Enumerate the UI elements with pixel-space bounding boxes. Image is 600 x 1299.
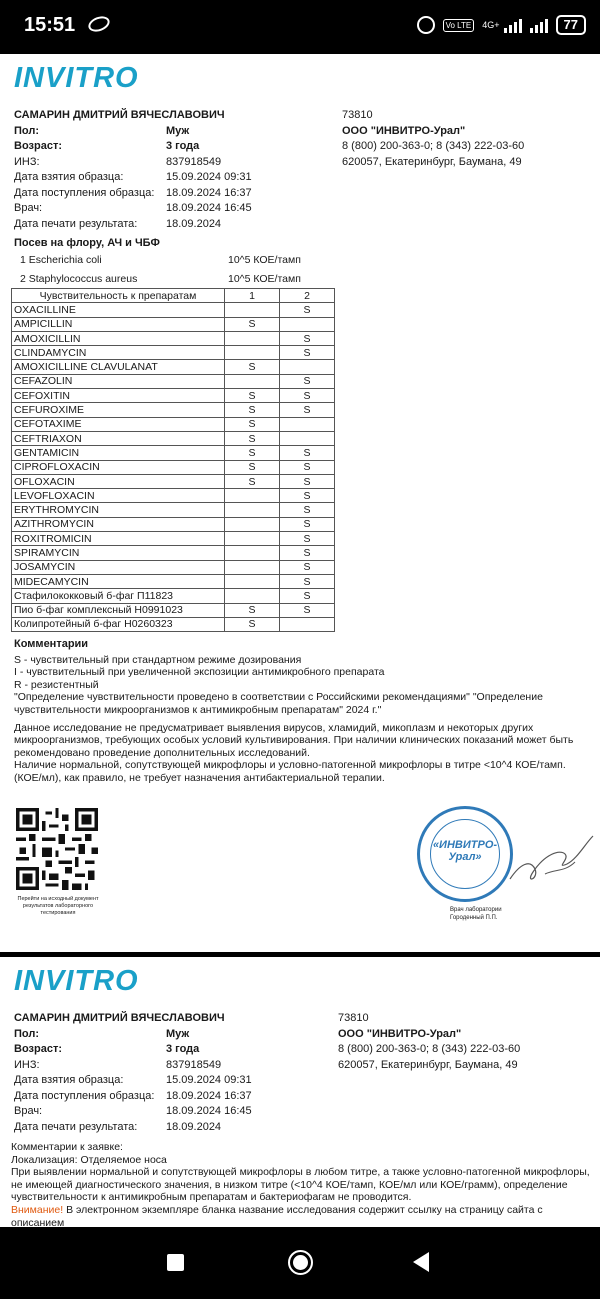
organism-row bbox=[20, 250, 340, 269]
patient-field-value: 15.09.2024 09:31 bbox=[166, 1074, 252, 1086]
drug-name-cell: AMOXICILLIN bbox=[12, 331, 225, 345]
sensitivity-cell-1 bbox=[225, 346, 280, 360]
drug-name-cell: Стафилококковый б-фаг П11823 bbox=[12, 589, 225, 603]
header-organism-2: 2 bbox=[280, 289, 335, 303]
patient-field-label: Дата взятия образца: bbox=[14, 1074, 124, 1086]
drug-name-cell: CEFUROXIME bbox=[12, 403, 225, 417]
patient-field-value: Муж bbox=[166, 1027, 190, 1040]
sensitivity-cell-1: S bbox=[225, 603, 280, 617]
drug-name-cell: CEFOTAXIME bbox=[12, 417, 225, 431]
sensitivity-cell-2: S bbox=[280, 589, 335, 603]
qr-caption: Перейти на исходный документ результатов лабораторного тестирования bbox=[17, 896, 99, 916]
doctor-name: Городенный П.П. bbox=[450, 915, 498, 921]
lab-code: 73810 bbox=[338, 1012, 369, 1024]
drug-name-cell: AMPICILLIN bbox=[12, 317, 225, 331]
drug-name-cell: CIPROFLOXACIN bbox=[12, 460, 225, 474]
patient-field-label: Пол: bbox=[14, 1027, 40, 1040]
patient-field-value: 837918549 bbox=[166, 1058, 222, 1071]
patient-name: САМАРИН ДМИТРИЙ ВЯЧЕСЛАВОВИЧ bbox=[14, 1012, 225, 1024]
table-row bbox=[12, 417, 335, 431]
sensitivity-cell-2: S bbox=[280, 374, 335, 388]
drug-name-cell: LEVOFLOXACIN bbox=[12, 489, 225, 503]
table-row bbox=[12, 346, 335, 360]
result-page-2[interactable] bbox=[0, 957, 600, 1227]
sensitivity-cell-1: S bbox=[225, 460, 280, 474]
patient-field-row bbox=[14, 1027, 252, 1043]
lab-address: 620057, Екатеринбург, Баумана, 49 bbox=[342, 155, 522, 168]
drug-name-cell: Пио б-фаг комплексный Н0991023 bbox=[12, 603, 225, 617]
navigation-bar bbox=[0, 1227, 600, 1299]
legend-s: S - чувствительный при стандартном режиме дозирования bbox=[14, 653, 302, 666]
patient-field-row bbox=[14, 1104, 252, 1120]
drug-name-cell: CEFOXITIN bbox=[12, 389, 225, 403]
drug-name-cell: AZITHROMYCIN bbox=[12, 517, 225, 531]
sensitivity-cell-1: S bbox=[225, 417, 280, 431]
sensitivity-cell-2: S bbox=[280, 489, 335, 503]
sensitivity-cell-1: S bbox=[225, 360, 280, 374]
patient-field-label: Дата взятия образца: bbox=[14, 171, 124, 183]
patient-field-row bbox=[14, 1089, 252, 1105]
result-page-1[interactable] bbox=[0, 54, 600, 952]
patient-field-row bbox=[14, 1073, 252, 1089]
patient-field-value: 18.09.2024 bbox=[166, 1120, 222, 1133]
sensitivity-cell-2: S bbox=[280, 574, 335, 588]
table-row bbox=[12, 489, 335, 503]
sensitivity-cell-2 bbox=[280, 431, 335, 445]
patient-field-label: Дата печати результата: bbox=[14, 217, 138, 230]
table-row bbox=[12, 503, 335, 517]
table-row bbox=[12, 560, 335, 574]
patient-info bbox=[14, 1011, 252, 1135]
sensitivity-cell-1 bbox=[225, 532, 280, 546]
comments-block bbox=[14, 638, 590, 785]
patient-field-value: 3 года bbox=[166, 140, 200, 152]
table-row bbox=[12, 589, 335, 603]
order-comments bbox=[11, 1141, 596, 1227]
patient-field-row bbox=[14, 139, 252, 155]
header-drug: Чувствительность к препаратам bbox=[12, 289, 225, 303]
patient-field-label: Дата поступления образца: bbox=[14, 1089, 155, 1102]
patient-field-label: Пол: bbox=[14, 124, 40, 137]
sensitivity-cell-2: S bbox=[280, 603, 335, 617]
sensitivity-cell-2: S bbox=[280, 474, 335, 488]
sensitivity-cell-2 bbox=[280, 360, 335, 374]
patient-field-label: Возраст: bbox=[14, 1043, 62, 1055]
sensitivity-cell-1: S bbox=[225, 446, 280, 460]
patient-field-value: Муж bbox=[166, 124, 190, 137]
patient-field-row bbox=[14, 217, 252, 233]
doctor-signature bbox=[505, 824, 595, 894]
sensitivity-cell-1 bbox=[225, 560, 280, 574]
drug-name-cell: AMOXICILLINE CLAVULANAT bbox=[12, 360, 225, 374]
drug-name-cell: ROXITROMICIN bbox=[12, 532, 225, 546]
patient-field-label: Врач: bbox=[14, 1105, 43, 1117]
drug-name-cell: SPIRAMYCIN bbox=[12, 546, 225, 560]
lab-name: ООО "ИНВИТРО-Урал" bbox=[342, 124, 466, 137]
lab-phones: 8 (800) 200-363-0; 8 (343) 222-03-60 bbox=[338, 1043, 521, 1055]
guideline-note: "Определение чувствительности проведено в соответствии с Российскими рекомендациями" "Определение чувствительности микроорганизмов к антимикробным препаратам" 2024 г." bbox=[14, 691, 543, 716]
patient-field-value: 15.09.2024 09:31 bbox=[166, 171, 252, 183]
patient-field-label: Возраст: bbox=[14, 140, 62, 152]
sensitivity-cell-2: S bbox=[280, 517, 335, 531]
patient-field-row bbox=[14, 170, 252, 186]
sensitivity-cell-1 bbox=[225, 374, 280, 388]
patient-field-label: Врач: bbox=[14, 202, 43, 214]
patient-field-value: 18.09.2024 16:45 bbox=[166, 202, 252, 214]
patient-field-value: 3 года bbox=[166, 1043, 200, 1055]
legend-r: R - резистентный bbox=[14, 678, 99, 691]
patient-field-label: ИНЗ: bbox=[14, 155, 40, 168]
lab-address: 620057, Екатеринбург, Баумана, 49 bbox=[338, 1058, 518, 1071]
patient-name: САМАРИН ДМИТРИЙ ВЯЧЕСЛАВОВИЧ bbox=[14, 109, 225, 121]
sensitivity-cell-1: S bbox=[225, 389, 280, 403]
organism-titer: 10^5 КОЕ/тамп bbox=[228, 253, 301, 266]
sensitivity-cell-2: S bbox=[280, 460, 335, 474]
patient-field-value: 18.09.2024 16:37 bbox=[166, 186, 252, 199]
organism-name: 1 Escherichia coli bbox=[20, 253, 102, 266]
sensitivity-cell-1 bbox=[225, 503, 280, 517]
table-row bbox=[12, 374, 335, 388]
lab-stamp bbox=[417, 806, 513, 902]
microflora-note: Наличие нормальной, сопутствующей микрофлоры и условно-патогенной микрофлоры в титре <10^4 КОЕ/тамп. (КОЕ/мл), как правило, не требует назначения антибактериальной терапии. bbox=[14, 759, 566, 784]
patient-field-row bbox=[14, 1120, 252, 1136]
patient-field-label: ИНЗ: bbox=[14, 1058, 40, 1071]
drug-name-cell: CEFAZOLIN bbox=[12, 374, 225, 388]
patient-field-row bbox=[14, 186, 252, 202]
table-row bbox=[12, 460, 335, 474]
sensitivity-cell-1: S bbox=[225, 403, 280, 417]
table-row bbox=[12, 303, 335, 317]
sensitivity-cell-1: S bbox=[225, 617, 280, 631]
patient-field-row bbox=[14, 124, 252, 140]
warning-line bbox=[11, 1204, 596, 1227]
invitro-logo: INVITRO bbox=[14, 62, 139, 94]
network-type: 4G+ bbox=[482, 19, 500, 30]
patient-field-label: Дата печати результата: bbox=[14, 1120, 138, 1133]
localization: Локализация: Отделяемое носа bbox=[11, 1153, 167, 1166]
table-row bbox=[12, 532, 335, 546]
patient-field-value: 837918549 bbox=[166, 155, 222, 168]
sensitivity-cell-2: S bbox=[280, 503, 335, 517]
method-note: Данное исследование не предусматривает выявления вирусов, хламидий, микоплазм и некоторых других микроорганизмов, требующих особых условий культивирования. При наличии клинических показаний может быть рекомендовано проведение дополнительных исследований. bbox=[14, 721, 574, 759]
doctor-caption bbox=[450, 906, 502, 922]
patient-field-value: 18.09.2024 16:37 bbox=[166, 1089, 252, 1102]
battery-icon: 77 bbox=[556, 15, 586, 35]
doctor-title: Врач лаборатории bbox=[450, 907, 502, 913]
lab-info bbox=[342, 108, 524, 170]
drug-name-cell: JOSAMYCIN bbox=[12, 560, 225, 574]
legend-i: I - чувствительный при увеличенной экспозиции антимикробного препарата bbox=[14, 666, 385, 679]
drug-name-cell: GENTAMICIN bbox=[12, 446, 225, 460]
table-row bbox=[12, 331, 335, 345]
sensitivity-cell-1 bbox=[225, 517, 280, 531]
signal-icon-2 bbox=[530, 17, 548, 33]
invitro-logo: INVITRO bbox=[14, 965, 139, 997]
organism-titer: 10^5 КОЕ/тамп bbox=[228, 272, 301, 285]
patient-field-row bbox=[14, 1058, 252, 1074]
patient-field-value: 18.09.2024 16:45 bbox=[166, 1105, 252, 1117]
table-row bbox=[12, 446, 335, 460]
table-row bbox=[12, 603, 335, 617]
sensitivity-cell-2 bbox=[280, 317, 335, 331]
sensitivity-cell-1 bbox=[225, 331, 280, 345]
alarm-icon bbox=[417, 16, 435, 34]
lab-code: 73810 bbox=[342, 109, 373, 121]
drug-name-cell: MIDECAMYCIN bbox=[12, 574, 225, 588]
status-time: 15:51 bbox=[24, 14, 76, 36]
sensitivity-cell-1 bbox=[225, 574, 280, 588]
table-row bbox=[12, 574, 335, 588]
sensitivity-cell-1 bbox=[225, 546, 280, 560]
table-row bbox=[12, 403, 335, 417]
drug-name-cell: OFLOXACIN bbox=[12, 474, 225, 488]
drug-name-cell: OXACILLINE bbox=[12, 303, 225, 317]
sensitivity-cell-1: S bbox=[225, 474, 280, 488]
sensitivity-cell-2: S bbox=[280, 303, 335, 317]
patient-field-value: 18.09.2024 bbox=[166, 217, 222, 230]
lab-info bbox=[338, 1011, 520, 1073]
sensitivity-cell-1: S bbox=[225, 317, 280, 331]
sensitivity-cell-2: S bbox=[280, 532, 335, 546]
test-title: Посев на флору, АЧ и ЧБФ bbox=[14, 237, 160, 249]
table-row bbox=[12, 389, 335, 403]
comments-title: Комментарии bbox=[14, 638, 89, 650]
lab-phones: 8 (800) 200-363-0; 8 (343) 222-03-60 bbox=[342, 140, 525, 152]
patient-info bbox=[14, 108, 252, 232]
patient-field-row bbox=[14, 1042, 252, 1058]
sensitivity-cell-2: S bbox=[280, 403, 335, 417]
sensitivity-cell-1 bbox=[225, 303, 280, 317]
sensitivity-cell-1: S bbox=[225, 431, 280, 445]
sensitivity-cell-2 bbox=[280, 417, 335, 431]
table-row bbox=[12, 317, 335, 331]
table-row bbox=[12, 360, 335, 374]
order-comments-title: Комментарии к заявке: bbox=[11, 1141, 123, 1153]
table-row bbox=[12, 474, 335, 488]
drug-name-cell: CEFTRIAXON bbox=[12, 431, 225, 445]
sensitivity-cell-2: S bbox=[280, 546, 335, 560]
sensitivity-cell-2: S bbox=[280, 389, 335, 403]
table-header-row bbox=[12, 289, 335, 303]
home-button[interactable] bbox=[288, 1250, 313, 1275]
sensitivity-cell-2 bbox=[280, 617, 335, 631]
organism-row bbox=[20, 269, 340, 288]
order-note: При выявлении нормальной и сопутствующей микрофлоры в любом титре, а также условно-патогенной микрофлоры, не имеющей диагностического значения, в низком титре (<10^4 КОЕ/тамп, КОЕ/мл или КОЕ/грамм), определение чувствительности к антимикробным препаратам и бактериофагам не проводится. bbox=[11, 1166, 590, 1204]
drug-name-cell: Колипротейный б-фаг Н0260323 bbox=[12, 617, 225, 631]
stamp-text: «ИНВИТРО-Урал» bbox=[432, 839, 498, 863]
table-row bbox=[12, 617, 335, 631]
patient-field-row bbox=[14, 155, 252, 171]
volte-icon: Vo LTE bbox=[443, 19, 475, 32]
drug-name-cell: CLINDAMYCIN bbox=[12, 346, 225, 360]
sensitivity-cell-2: S bbox=[280, 331, 335, 345]
hd-icon bbox=[86, 14, 111, 35]
status-bar bbox=[0, 0, 600, 54]
header-organism-1: 1 bbox=[225, 289, 280, 303]
qr-code[interactable] bbox=[16, 808, 98, 890]
organism-name: 2 Staphylococcus aureus bbox=[20, 272, 138, 285]
warning-text: В электронном экземпляре бланка название исследования содержит ссылку на страницу сайта с описанием bbox=[11, 1203, 543, 1227]
table-row bbox=[12, 517, 335, 531]
sensitivity-cell-2: S bbox=[280, 346, 335, 360]
drug-name-cell: ERYTHROMYCIN bbox=[12, 503, 225, 517]
sensitivity-cell-1 bbox=[225, 589, 280, 603]
recents-button[interactable] bbox=[167, 1254, 184, 1271]
sensitivity-cell-1 bbox=[225, 489, 280, 503]
lab-name: ООО "ИНВИТРО-Урал" bbox=[338, 1027, 462, 1040]
sensitivity-cell-2: S bbox=[280, 560, 335, 574]
patient-field-row bbox=[14, 201, 252, 217]
table-row bbox=[12, 431, 335, 445]
sensitivity-cell-2: S bbox=[280, 446, 335, 460]
sensitivity-table bbox=[11, 288, 335, 632]
back-button[interactable] bbox=[413, 1252, 429, 1272]
warning-label: Внимание! bbox=[11, 1203, 64, 1216]
table-row bbox=[12, 546, 335, 560]
signal-icon bbox=[504, 17, 522, 33]
organism-list bbox=[20, 250, 340, 288]
patient-field-label: Дата поступления образца: bbox=[14, 186, 155, 199]
